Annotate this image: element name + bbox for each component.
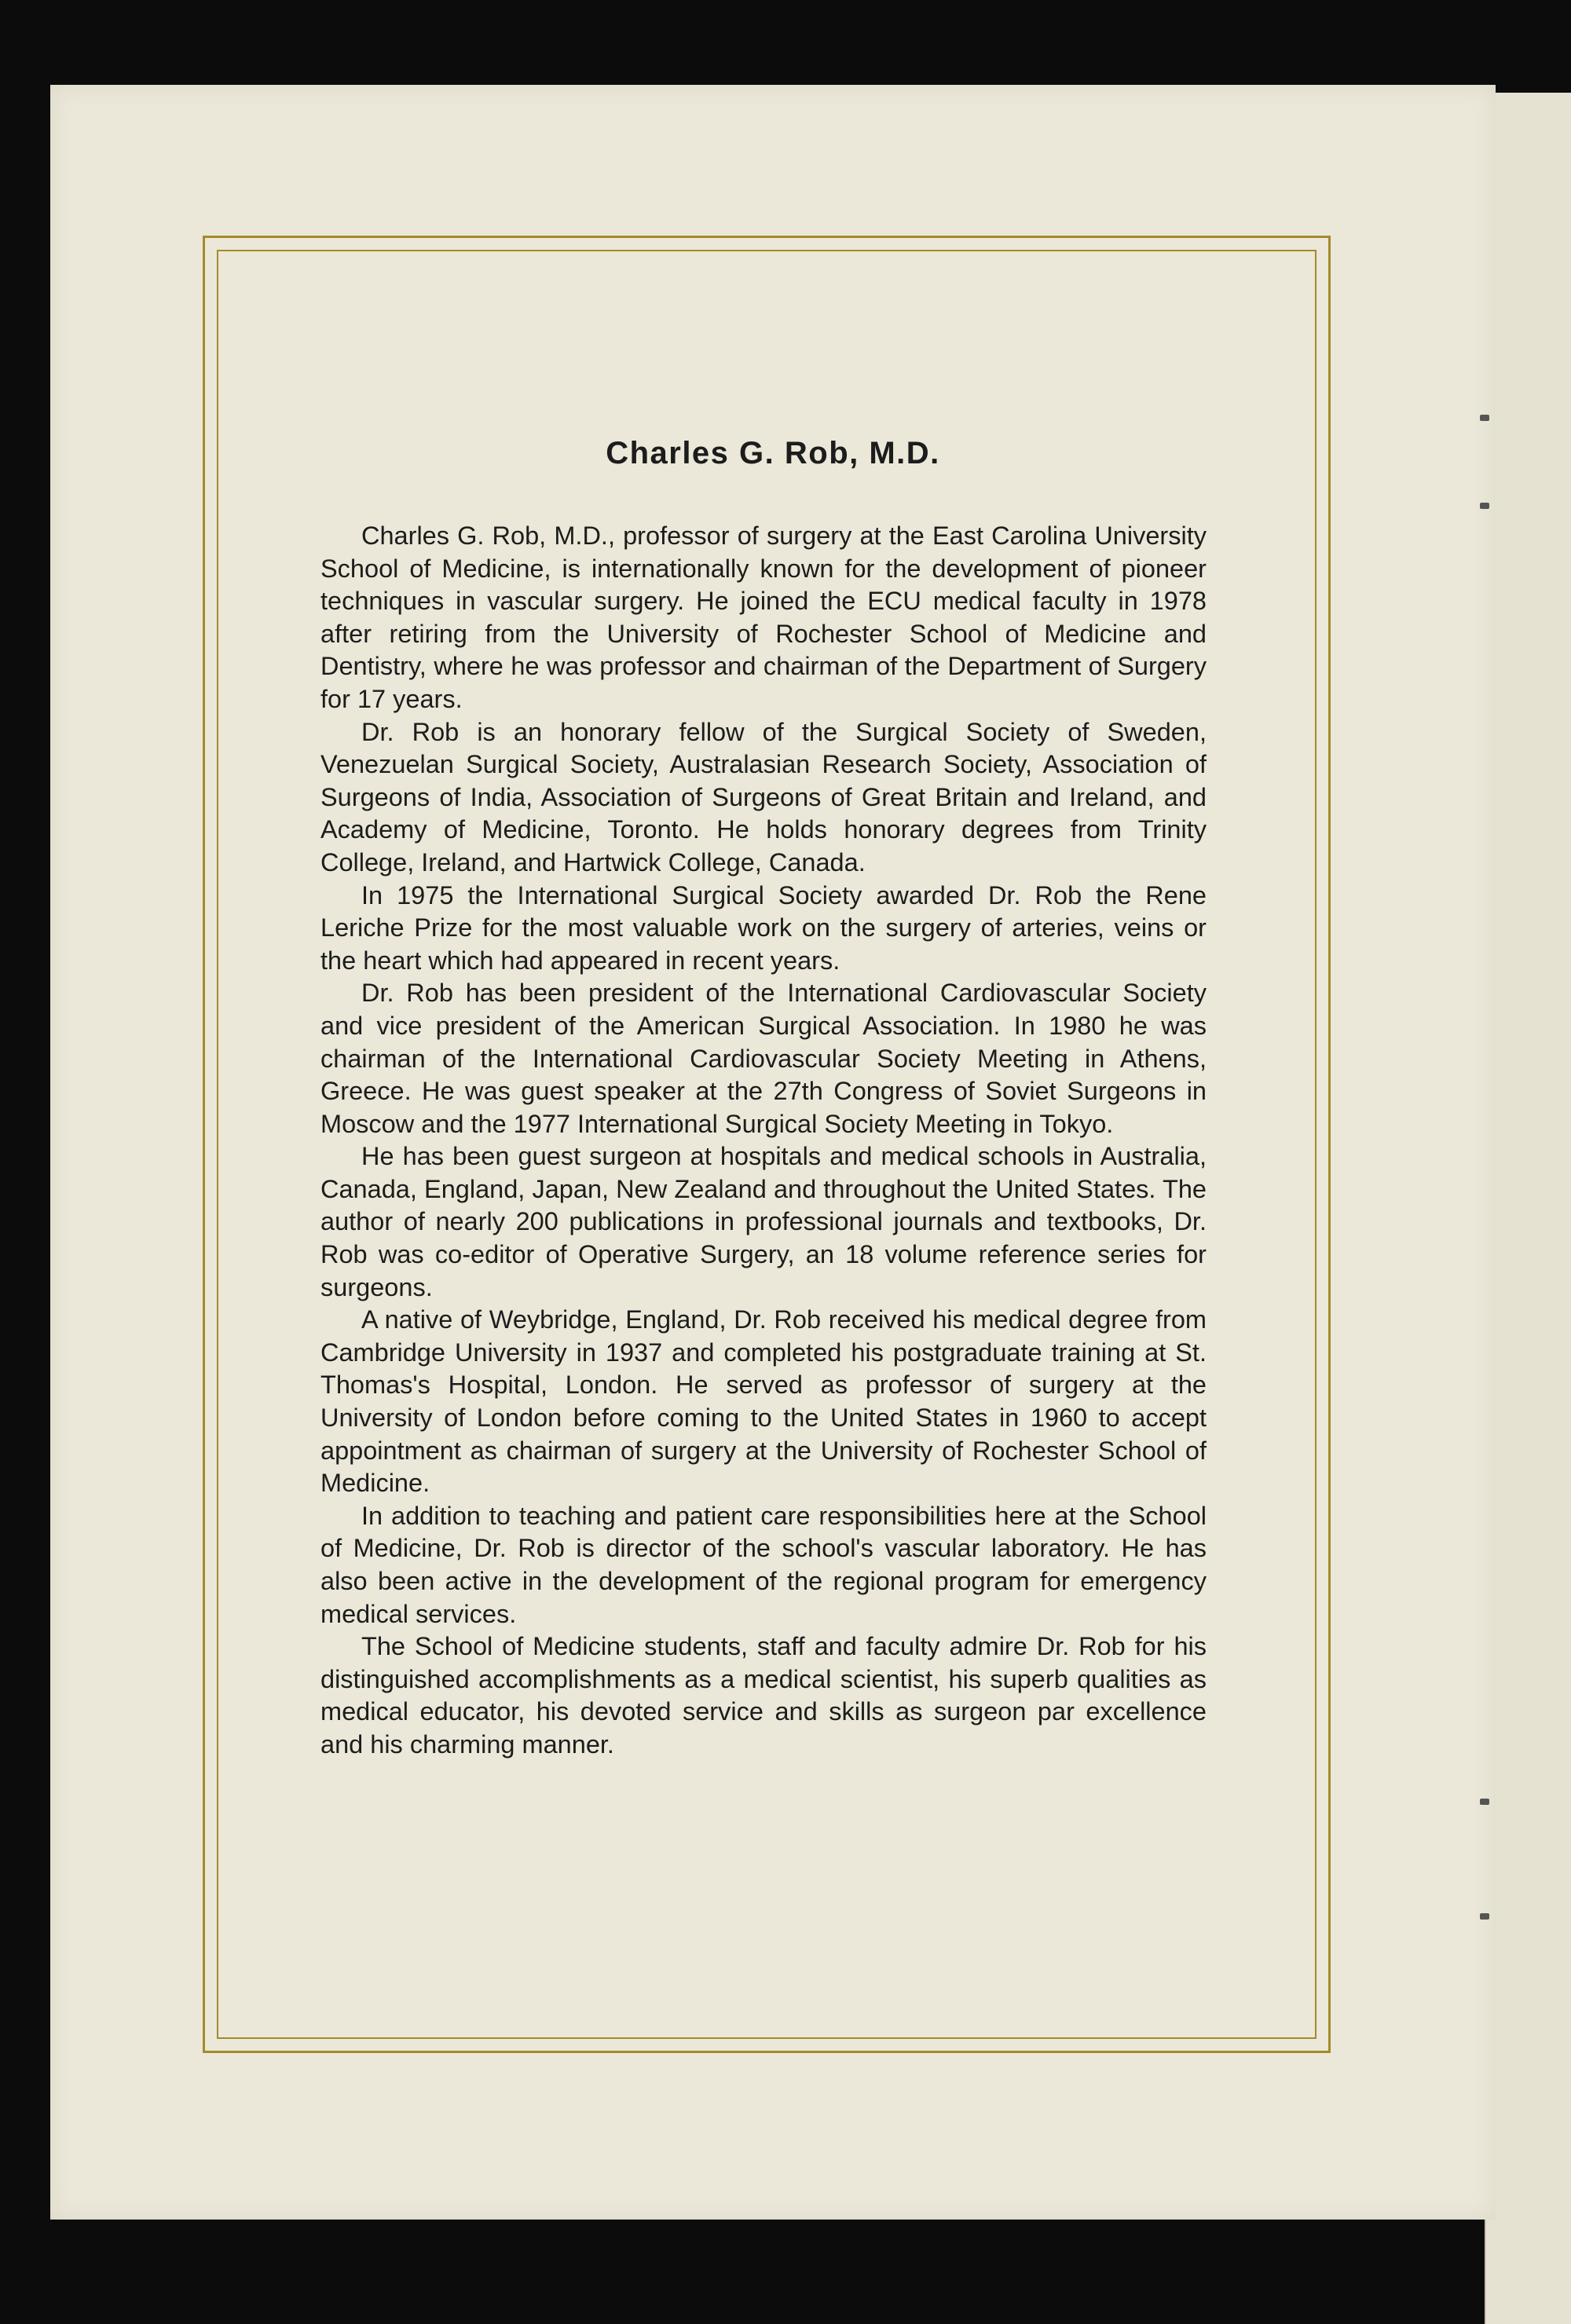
staple-mark: [1480, 503, 1489, 509]
paragraph: A native of Weybridge, England, Dr. Rob received his medical degree from Cambridge University in 1937 and completed his postgraduate training at St. Thomas's Hospital, London. He served as professor of surgery at the University of London before coming to the United States in 1960 to accept appointment as chairman of surgery at the University of Rochester School of Medicine.: [320, 1305, 1207, 1498]
paragraph: He has been guest surgeon at hospitals and medical schools in Australia, Canada, England, Japan, New Zealand and throughout the United States. The author of nearly 200 publications in professional journals and textbooks, Dr. Rob was co-editor of Operative Surgery, an 18 volume reference series for surgeons.: [320, 1142, 1207, 1301]
paragraph: Dr. Rob has been president of the International Cardiovascular Society and vice president of the American Surgical Association. In 1980 he was chairman of the International Cardiovascular Society Meeting in Athens, Greece. He was guest speaker at the 27th Congress of Soviet Surgeons in Moscow and the 1977 International Surgical Society Meeting in Tokyo.: [320, 979, 1207, 1138]
staple-mark: [1480, 415, 1489, 421]
next-page-edge: [1485, 93, 1571, 2324]
paragraph: The School of Medicine students, staff and faculty admire Dr. Rob for his distinguished accomplishments as a medical scientist, his superb qualities as medical educator, his devoted service and skills as surgeon par excellence and his charming manner.: [320, 1632, 1207, 1759]
paragraph: In 1975 the International Surgical Society awarded Dr. Rob the Rene Leriche Prize for the most valuable work on the surgery of arteries, veins or the heart which had appeared in recent years.: [320, 880, 1207, 975]
staple-mark: [1480, 1913, 1489, 1920]
paragraph: Charles G. Rob, M.D., professor of surgery at the East Carolina University School of Medicine, is internationally known for the development of pioneer techniques in vascular surgery. He joined the ECU medical faculty in 1978 after retiring from the University of Rochester School of Medicine and Dentistry, where he was professor and chairman of the Department of Surgery for 17 years.: [320, 522, 1207, 713]
paragraph: Dr. Rob is an honorary fellow of the Surgical Society of Sweden, Venezuelan Surgical Society, Australasian Research Society, Association of Surgeons of India, Association of Surgeons of Great Britain and Ireland, and Academy of Medicine, Toronto. He holds honorary degrees from Trinity College, Ireland, and Hartwick College, Canada.: [320, 717, 1207, 877]
page-title: Charles G. Rob, M.D.: [606, 436, 940, 470]
biography-text: [320, 436, 1207, 1762]
staple-mark: [1480, 1799, 1489, 1805]
paragraph: In addition to teaching and patient care responsibilities here at the School of Medicine, Dr. Rob is director of the school's vascular laboratory. He has also been active in the development of the regional program for emergency medical services.: [320, 1501, 1207, 1628]
